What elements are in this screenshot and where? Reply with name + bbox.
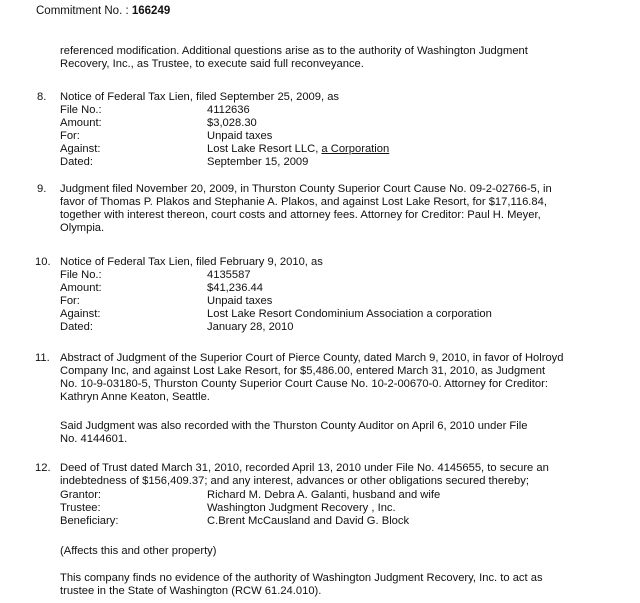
item-8-number: 8.	[37, 91, 47, 103]
item-12-line-2: indebtedness of $156,409.37; and any interest, advances or other obligations secured thereby;	[60, 475, 529, 487]
item-10-value-against: Lost Lake Resort Condominium Association a corporation	[207, 308, 492, 320]
item-8-value-dated: September 15, 2009	[207, 156, 309, 168]
item-8-value-for: Unpaid taxes	[207, 130, 273, 142]
commitment-label: Commitment No. :	[36, 5, 129, 17]
item-11-line-4: Kathryn Anne Keaton, Seattle.	[60, 391, 210, 403]
item-12-label-trustee: Trustee:	[60, 502, 101, 514]
commitment-number: 166249	[131, 5, 171, 17]
item-10-label-against: Against:	[60, 308, 101, 320]
item-11-note-line-1: Said Judgment was also recorded with the Thurston County Auditor on April 6, 2010 under File	[60, 420, 528, 432]
item-11-line-1: Abstract of Judgment of the Superior Court of Pierce County, dated March 9, 2010, in favor of Holroyd	[60, 352, 564, 364]
item-10-value-for: Unpaid taxes	[207, 295, 273, 307]
item-8-value-file: 4112636	[207, 104, 250, 116]
item-8-value-against	[207, 143, 389, 156]
intro-line-2: Recovery, Inc., as Trustee, to execute said full reconveyance.	[60, 58, 364, 70]
item-12-number: 12.	[35, 462, 51, 474]
commitment-header	[36, 5, 170, 17]
item-8-label-amount: Amount:	[60, 117, 102, 129]
item-11-number: 11.	[35, 352, 50, 364]
item-8-against-entity: a Corporation	[321, 143, 390, 155]
item-9-line-1: Judgment filed November 20, 2009, in Thurston County Superior Court Cause No. 09-2-02766-5, in	[60, 183, 552, 195]
item-12-line-1: Deed of Trust dated March 31, 2010, recorded April 13, 2010 under File No. 4145655, to secure an	[60, 462, 549, 474]
item-12-label-grantor: Grantor:	[60, 489, 102, 501]
item-9-line-4: Olympia.	[60, 222, 105, 234]
item-10-value-file: 4135587	[207, 269, 251, 281]
item-9-number: 9.	[37, 183, 47, 195]
item-8-title: Notice of Federal Tax Lien, filed September 25, 2009, as	[60, 91, 340, 103]
item-11-note-line-2: No. 4144601.	[60, 433, 128, 445]
item-12-value-trustee: Washington Judgment Recovery , Inc.	[207, 502, 396, 514]
item-9-line-2: favor of Thomas P. Plakos and Stephanie A. Plakos, and against Lost Lake Resort, for $17,116.84,	[60, 196, 547, 208]
item-10-label-for: For:	[60, 295, 80, 307]
intro-line-1: referenced modification. Additional questions arise as to the authority of Washington Judgment	[60, 45, 528, 57]
item-8-against-name: Lost Lake Resort LLC,	[207, 143, 319, 155]
item-12-final-line-2: trustee in the State of Washington (RCW 61.24.010).	[60, 585, 322, 597]
item-8-label-file: File No.:	[60, 104, 102, 116]
item-10-value-dated: January 28, 2010	[207, 321, 294, 333]
item-12-affects: (Affects this and other property)	[60, 545, 217, 557]
item-8-label-dated: Dated:	[60, 156, 93, 168]
item-10-value-amount: $41,236.44	[207, 282, 263, 294]
item-10-number: 10.	[35, 256, 51, 268]
item-12-final-line-1: This company finds no evidence of the authority of Washington Judgment Recovery, Inc. to act as	[60, 572, 543, 584]
item-8-value-amount: $3,028.30	[207, 117, 257, 129]
item-10-label-amount: Amount:	[60, 282, 102, 294]
item-8-label-against: Against:	[60, 143, 101, 155]
item-11-line-3: No. 10-9-03180-5, Thurston County Superior Court Cause No. 10-2-00670-0. Attorney for Creditor:	[60, 378, 548, 390]
item-12-value-beneficiary: C.Brent McCausland and David G. Block	[207, 515, 410, 527]
item-11-line-2: Company Inc, and against Lost Lake Resort, for $5,486.00, entered March 31, 2010, as Judgment	[60, 365, 546, 377]
item-10-label-file: File No.:	[60, 269, 102, 281]
item-8-label-for: For:	[60, 130, 80, 142]
item-10-title: Notice of Federal Tax Lien, filed February 9, 2010, as	[60, 256, 323, 268]
item-12-value-grantor: Richard M. Debra A. Galanti, husband and wife	[207, 489, 441, 501]
item-10-label-dated: Dated:	[60, 321, 93, 333]
item-9-line-3: together with interest thereon, court costs and attorney fees. Attorney for Creditor: Paul H. Meyer,	[60, 209, 541, 221]
item-12-label-beneficiary: Beneficiary:	[60, 515, 119, 527]
